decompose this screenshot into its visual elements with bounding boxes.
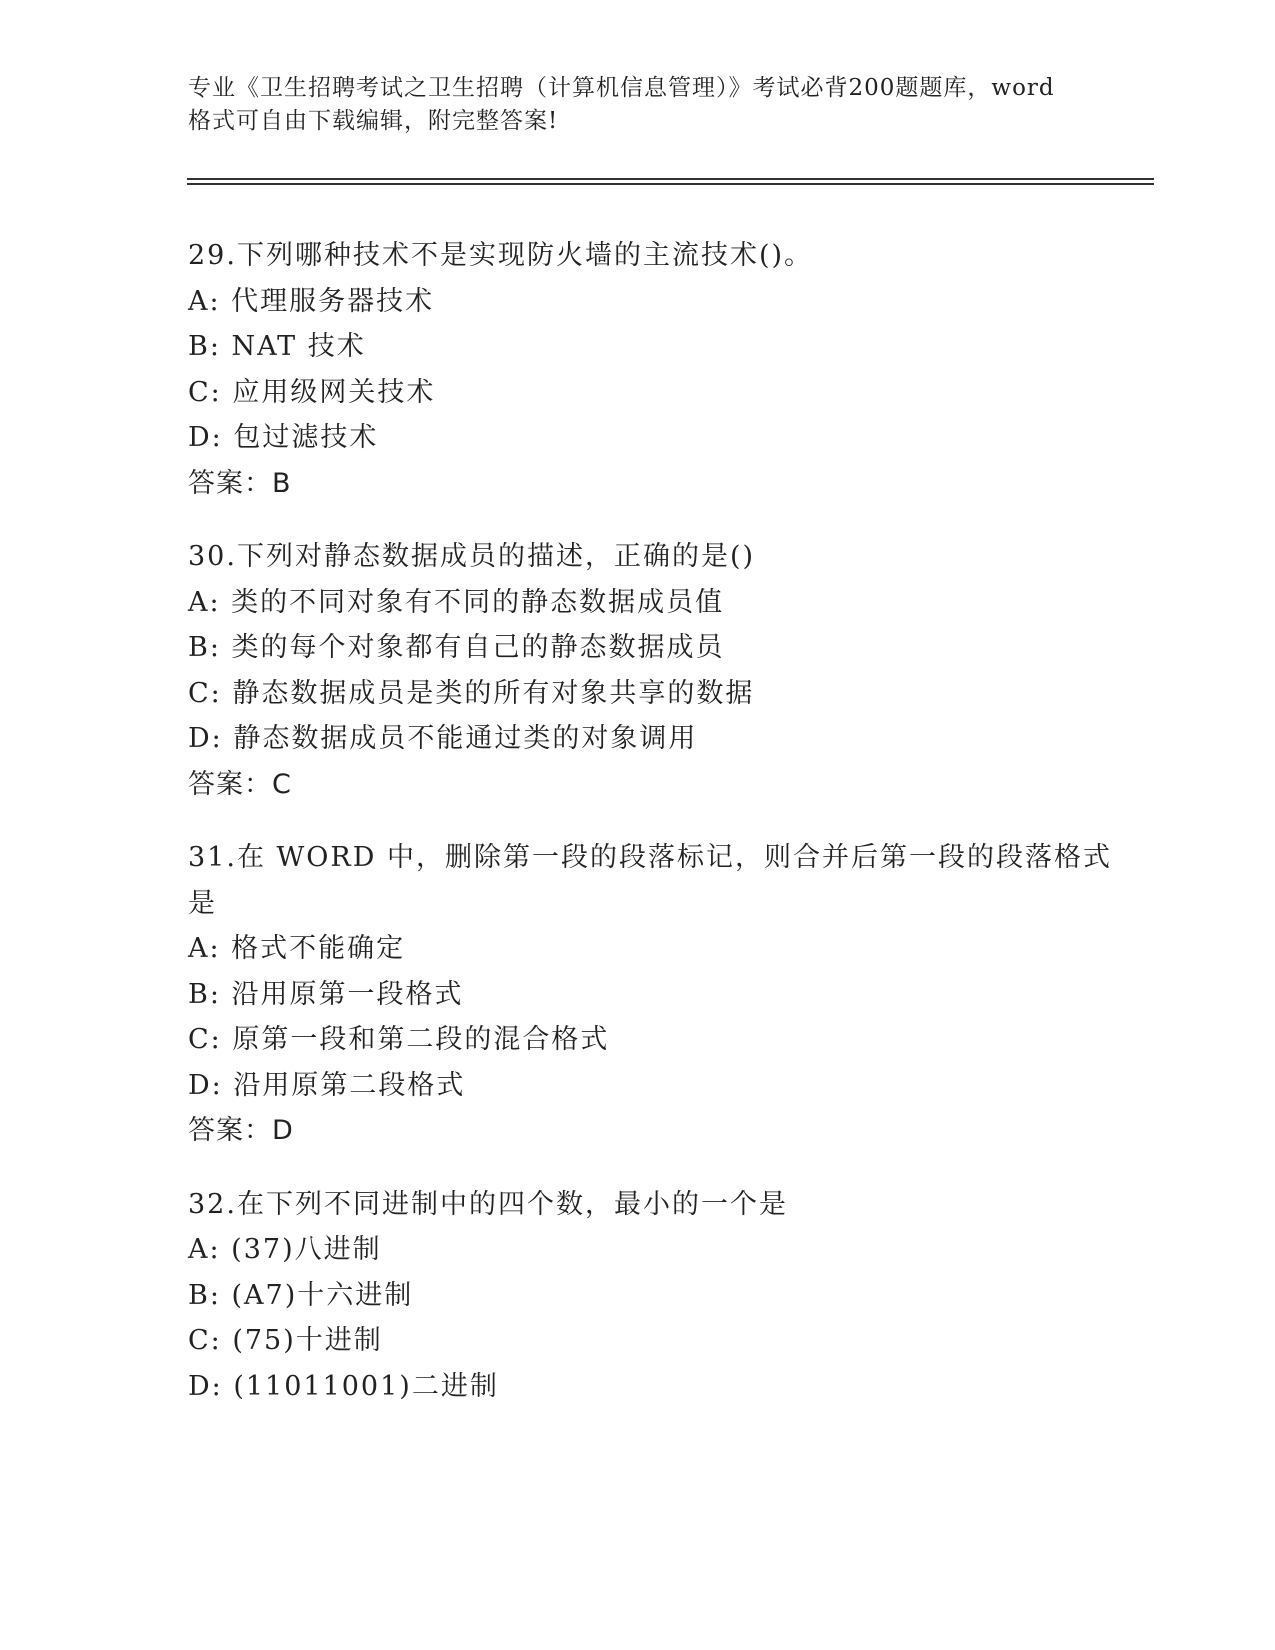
answer-line: 答案：C [188,768,292,800]
option-b: B: NAT 技术 [188,331,366,362]
option-a: A: 类的不同对象有不同的静态数据成员值 [188,586,725,618]
question-text: 在 WORD 中，删除第一段的段落标记，则合并后第一段的段落格式 [236,842,1112,873]
option-c: C: 原第一段和第二段的混合格式 [188,1024,610,1055]
question-text-continued: 是 [188,887,217,919]
question-number: 31. [188,842,237,873]
option-d: D: 包过滤技术 [188,422,379,453]
question-stem [188,233,1148,279]
question-text: 下列对静态数据成员的描述，正确的是() [236,541,756,572]
option-c: C: (75)十进制 [188,1325,383,1356]
option-a: A: (37)八进制 [188,1234,382,1265]
question-stem [188,835,1148,881]
question-stem [188,1182,1148,1228]
question-32 [188,1182,1148,1410]
option-d: D: (11011001)二进制 [188,1370,499,1402]
option-b: B: 沿用原第一段格式 [188,978,464,1010]
answer-line: 答案：D [188,1115,294,1146]
question-29 [188,233,1148,506]
header-divider-bottom [187,183,1154,185]
question-31 [188,835,1148,1154]
option-b: B: 类的每个对象都有自己的静态数据成员 [188,632,725,663]
option-b: B: (A7)十六进制 [188,1279,414,1311]
answer-line: 答案：B [188,467,292,499]
option-a: A: 格式不能确定 [188,933,406,964]
option-c: C: 应用级网关技术 [188,376,436,408]
question-text: 在下列不同进制中的四个数，最小的一个是 [236,1188,788,1220]
option-a: A: 代理服务器技术 [188,285,435,317]
option-c: C: 静态数据成员是类的所有对象共享的数据 [188,677,755,709]
question-text: 下列哪种技术不是实现防火墙的主流技术()。 [236,240,814,271]
header-line-1: 专业《卫生招聘考试之卫生招聘（计算机信息管理）》考试必背200题题库，word [188,75,1055,101]
option-d: D: 沿用原第二段格式 [188,1069,466,1101]
question-number: 32. [188,1188,237,1220]
header-line-2: 格式可自由下载编辑，附完整答案! [188,108,559,134]
question-stem [188,534,1148,580]
question-number: 29. [188,240,237,271]
header-divider-top [187,178,1154,180]
document-header [188,72,1108,138]
option-d: D: 静态数据成员不能通过类的对象调用 [188,723,698,754]
question-list [188,233,1148,1437]
question-number: 30. [188,541,237,572]
question-30 [188,534,1148,807]
